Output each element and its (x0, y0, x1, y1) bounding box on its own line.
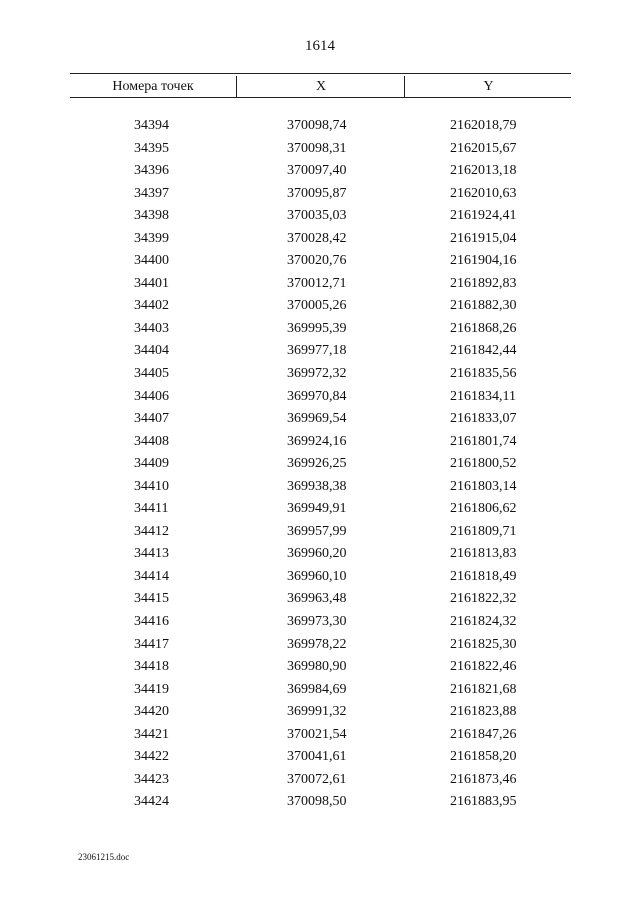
x-coordinate-cell: 369977,18 (287, 343, 347, 359)
point-number-cell: 34398 (134, 208, 169, 224)
y-coordinate-cell: 2162013,18 (450, 163, 517, 179)
table-row (70, 363, 571, 386)
point-number-cell: 34405 (134, 366, 169, 382)
y-coordinate-cell: 2161858,20 (450, 749, 517, 765)
x-coordinate-cell: 370095,87 (287, 185, 347, 201)
file-name-footer: 23061215.doc (78, 852, 130, 862)
y-coordinate-cell: 2161892,83 (450, 275, 517, 291)
table-row (70, 453, 571, 476)
x-coordinate-cell: 369960,20 (287, 546, 347, 562)
table-row (70, 183, 571, 206)
x-coordinate-cell: 370098,31 (287, 140, 347, 156)
table-row (70, 701, 571, 724)
table-row (70, 498, 571, 521)
x-coordinate-cell: 369924,16 (287, 433, 347, 449)
point-number-cell: 34408 (134, 433, 169, 449)
point-number-cell: 34413 (134, 546, 169, 562)
point-number-cell: 34396 (134, 163, 169, 179)
table-row (70, 611, 571, 634)
point-number-cell: 34400 (134, 253, 169, 269)
point-number-cell: 34423 (134, 771, 169, 787)
y-coordinate-cell: 2161823,88 (450, 704, 517, 720)
point-number-cell: 34399 (134, 230, 169, 246)
point-number-cell: 34402 (134, 298, 169, 314)
x-coordinate-cell: 369963,48 (287, 591, 347, 607)
table-top-rule (70, 73, 571, 74)
y-coordinate-cell: 2161800,52 (450, 456, 517, 472)
x-coordinate-cell: 369991,32 (287, 704, 347, 720)
table-header-rule (70, 97, 571, 98)
table-row (70, 250, 571, 273)
x-coordinate-cell: 370098,74 (287, 118, 347, 133)
point-number-cell: 34397 (134, 185, 169, 201)
x-coordinate-cell: 370035,03 (287, 208, 347, 224)
y-coordinate-cell: 2162015,67 (450, 140, 517, 156)
table-row (70, 318, 571, 341)
table-row (70, 340, 571, 363)
x-coordinate-cell: 370028,42 (287, 230, 347, 246)
y-coordinate-cell: 2161809,71 (450, 523, 517, 539)
x-coordinate-cell: 370097,40 (287, 163, 347, 179)
point-number-cell: 34395 (134, 140, 169, 156)
point-number-cell: 34418 (134, 659, 169, 675)
x-coordinate-cell: 369973,30 (287, 614, 347, 630)
table-body (70, 115, 571, 814)
x-coordinate-cell: 369949,91 (287, 501, 347, 517)
table-row (70, 543, 571, 566)
table-row (70, 273, 571, 296)
x-coordinate-cell: 369957,99 (287, 523, 347, 539)
table-row (70, 138, 571, 161)
y-coordinate-cell: 2161818,49 (450, 568, 517, 584)
y-coordinate-cell: 2161834,11 (450, 388, 516, 404)
x-coordinate-cell: 369980,90 (287, 659, 347, 675)
table-row (70, 205, 571, 228)
y-coordinate-cell: 2161868,26 (450, 320, 517, 336)
table-row (70, 634, 571, 657)
table-row (70, 115, 571, 138)
y-coordinate-cell: 2161822,46 (450, 659, 517, 675)
point-number-cell: 34406 (134, 388, 169, 404)
table-row (70, 656, 571, 679)
point-number-cell: 34407 (134, 411, 169, 427)
y-coordinate-cell: 2162010,63 (450, 185, 517, 201)
point-number-cell: 34420 (134, 704, 169, 720)
table-row (70, 791, 571, 814)
y-coordinate-cell: 2161847,26 (450, 726, 517, 742)
y-coordinate-cell: 2161915,04 (450, 230, 517, 246)
x-coordinate-cell: 369938,38 (287, 478, 347, 494)
point-number-cell: 34421 (134, 726, 169, 742)
y-coordinate-cell: 2161806,62 (450, 501, 517, 517)
x-coordinate-cell: 369960,10 (287, 568, 347, 584)
x-coordinate-cell: 369972,32 (287, 366, 347, 382)
x-coordinate-cell: 370005,26 (287, 298, 347, 314)
y-coordinate-cell: 2161882,30 (450, 298, 517, 314)
column-header-y: Y (404, 76, 572, 97)
point-number-cell: 34417 (134, 636, 169, 652)
y-coordinate-cell: 2161873,46 (450, 771, 517, 787)
x-coordinate-cell: 369984,69 (287, 681, 347, 697)
y-coordinate-cell: 2162018,79 (450, 118, 517, 133)
point-number-cell: 34419 (134, 681, 169, 697)
y-coordinate-cell: 2161883,95 (450, 794, 517, 810)
point-number-cell: 34424 (134, 794, 169, 810)
table-row (70, 769, 571, 792)
table-row (70, 160, 571, 183)
x-coordinate-cell: 369978,22 (287, 636, 347, 652)
table-row (70, 476, 571, 499)
table-row (70, 386, 571, 409)
y-coordinate-cell: 2161833,07 (450, 411, 517, 427)
point-number-cell: 34422 (134, 749, 169, 765)
table-header-row (70, 76, 571, 97)
point-number-cell: 34410 (134, 478, 169, 494)
point-number-cell: 34414 (134, 568, 169, 584)
y-coordinate-cell: 2161824,32 (450, 614, 517, 630)
y-coordinate-cell: 2161835,56 (450, 366, 517, 382)
point-number-cell: 34409 (134, 456, 169, 472)
column-header-x: X (236, 76, 405, 97)
column-header-point-numbers: Номера точек (112, 79, 194, 94)
x-coordinate-cell: 370072,61 (287, 771, 347, 787)
x-coordinate-cell: 369926,25 (287, 456, 347, 472)
y-coordinate-cell: 2161821,68 (450, 681, 517, 697)
y-coordinate-cell: 2161842,44 (450, 343, 517, 359)
y-coordinate-cell: 2161924,41 (450, 208, 517, 224)
y-coordinate-cell: 2161904,16 (450, 253, 517, 269)
y-coordinate-cell: 2161825,30 (450, 636, 517, 652)
table-row (70, 588, 571, 611)
table-row (70, 724, 571, 747)
table-row (70, 228, 571, 251)
point-number-cell: 34411 (134, 501, 169, 517)
x-coordinate-cell: 369969,54 (287, 411, 347, 427)
y-coordinate-cell: 2161822,32 (450, 591, 517, 607)
point-number-cell: 34403 (134, 320, 169, 336)
x-coordinate-cell: 369995,39 (287, 320, 347, 336)
table-row (70, 679, 571, 702)
x-coordinate-cell: 370021,54 (287, 726, 347, 742)
table-row (70, 566, 571, 589)
x-coordinate-cell: 370012,71 (287, 275, 347, 291)
y-coordinate-cell: 2161803,14 (450, 478, 517, 494)
x-coordinate-cell: 369970,84 (287, 388, 347, 404)
point-number-cell: 34416 (134, 614, 169, 630)
y-coordinate-cell: 2161813,83 (450, 546, 517, 562)
point-number-cell: 34401 (134, 275, 169, 291)
page-number: 1614 (305, 38, 335, 54)
x-coordinate-cell: 370041,61 (287, 749, 347, 765)
table-row (70, 521, 571, 544)
table-row (70, 295, 571, 318)
table-row (70, 431, 571, 454)
point-number-cell: 34412 (134, 523, 169, 539)
x-coordinate-cell: 370098,50 (287, 794, 347, 810)
table-row (70, 408, 571, 431)
point-number-cell: 34394 (134, 118, 169, 133)
point-number-cell: 34415 (134, 591, 169, 607)
x-coordinate-cell: 370020,76 (287, 253, 347, 269)
table-row (70, 746, 571, 769)
point-number-cell: 34404 (134, 343, 169, 359)
y-coordinate-cell: 2161801,74 (450, 433, 517, 449)
